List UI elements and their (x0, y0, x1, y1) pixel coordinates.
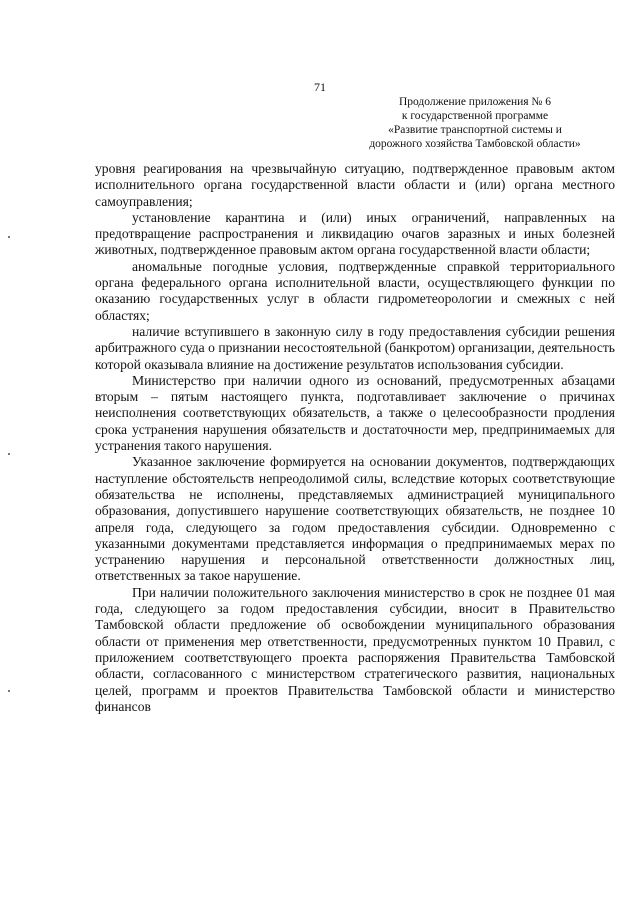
scan-margin-mark (8, 690, 10, 692)
header-line-4: дорожного хозяйства Тамбовской области» (369, 138, 581, 150)
paragraph-3: аномальные погодные условия, подтвержденные справкой территориального органа федерального органа исполнительной власти, осуществляющего функции по оказанию государственных услуг в области гидрометеорологии и смежных с ней областях; (95, 258, 615, 323)
paragraph-6: Указанное заключение формируется на основании документов, подтверждающих наступление обстоятельств непреодолимой силы, вследствие которых соответствующие обязательства не исполнены, представляемых администрацией муниципального образования, допустившего нарушение соответствующих обязательств, не позднее 10 апреля года, следующего за годом предоставления субсидии. Одновременно с указанными документами представляется информация о предпринимаемых мерах по устранению нарушения и персональной ответственности должностных лиц, ответственных за такое нарушение. (95, 454, 615, 584)
scan-margin-mark (8, 453, 10, 455)
header-line-1: Продолжение приложения № 6 (398, 96, 552, 108)
paragraph-7: При наличии положительного заключения министерство в срок не позднее 01 мая года, следующего за годом предоставления субсидии, вносит в Правительство Тамбовской области предложение об освобождении муниципального образования области от применения мер ответственности, предусмотренных пунктом 10 Правил, с приложением соответствующего проекта распоряжения Правительства Тамбовской области, согласованного с министерством стратегического развития, национальных целей, программ и проектов Правительства Тамбовской области и министерство финансов (95, 584, 615, 714)
paragraph-4: наличие вступившего в законную силу в году предоставления субсидии решения арбитражного суда о признании несостоятельной (банкротом) организации, деятельность которой оказывала влияние на достижение результатов использования субсидии. (95, 323, 615, 372)
scan-margin-mark (8, 236, 10, 238)
page-number: 71 (314, 80, 326, 94)
appendix-header (340, 95, 610, 151)
header-line-2: к государственной программе (401, 110, 549, 122)
paragraph-1: уровня реагирования на чрезвычайную ситуацию, подтвержденное правовым актом исполнительного органа государственной власти области и (или) органа местного самоуправления; (95, 161, 615, 209)
header-line-3: «Развитие транспортной системы и (388, 124, 562, 136)
paragraph-5: Министерство при наличии одного из оснований, предусмотренных абзацами вторым – пятым настоящего пункта, подготавливает заключение о причинах неисполнения соответствующих обязательств, а также о целесообразности продления срока устранения нарушения обязательств и достаточности мер, предпринимаемых для устранения такого нарушения. (95, 372, 615, 454)
document-body (95, 161, 615, 715)
paragraph-2: установление карантина и (или) иных ограничений, направленных на предотвращение распространения и ликвидацию очагов заразных и иных болезней животных, подтвержденное правовым актом органа государственной власти области; (95, 209, 615, 258)
